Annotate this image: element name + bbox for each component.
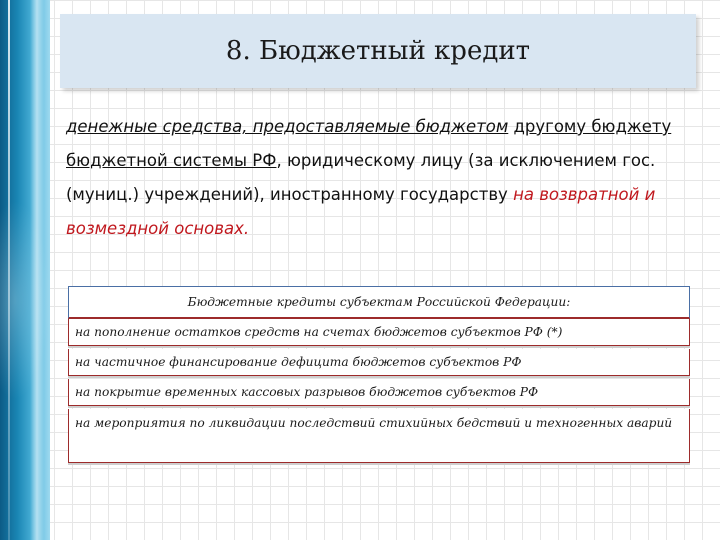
definition-paragraph	[66, 110, 696, 246]
table-row-text: на покрытие временных кассовых разрывов бюджетов субъектов РФ	[75, 385, 539, 399]
table-header	[68, 286, 690, 319]
table-row-text: на пополнение остатков средств на счетах бюджетов субъектов РФ (*)	[75, 325, 563, 339]
slide-title: 8. Бюджетный кредит	[225, 36, 531, 66]
budget-credits-table	[68, 286, 690, 466]
sidebar-glow	[0, 200, 50, 400]
title-box	[60, 14, 696, 88]
definition-term-underlined: другому бюджету бюджетной системы РФ	[66, 117, 672, 170]
table-row-text: на частичное финансирование дефицита бюджетов субъектов РФ	[75, 355, 522, 369]
table-row-text: на мероприятия по ликвидации последствий стихийных бедствий и техногенных аварий	[75, 416, 673, 430]
definition-highlight: на возвратной и возмездной основах.	[66, 185, 656, 238]
definition-term-italic: денежные средства, предоставляемые бюджетом	[66, 117, 509, 136]
table-row	[68, 379, 690, 406]
table-row	[68, 349, 690, 376]
table-row	[68, 319, 690, 346]
table-row	[68, 409, 690, 463]
definition-text: , юридическому лицу (за исключением гос. (муниц.) учреждений), иностранному государству	[66, 151, 656, 204]
decorative-sidebar	[0, 0, 50, 540]
table-header-text: Бюджетные кредиты субъектам Российской Федерации:	[187, 295, 571, 309]
